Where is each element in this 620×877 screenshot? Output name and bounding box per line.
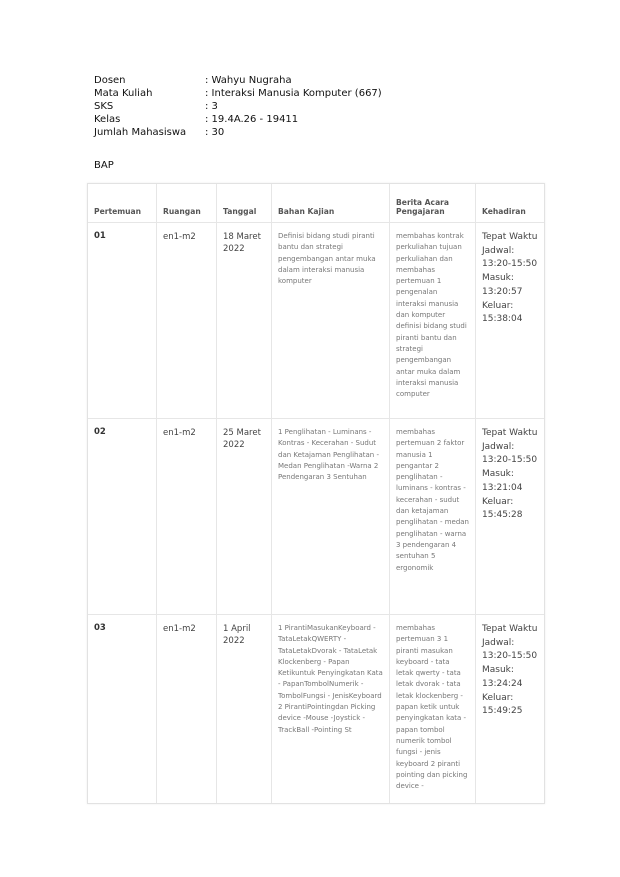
column-header-ruangan: Ruangan [157,184,217,222]
attendance-in: Masuk: 13:20:57 [482,273,523,297]
info-value: : 30 [205,127,225,138]
cell-pertemuan: 02 [88,419,157,614]
attendance-schedule: Jadwal: 13:20-15:50 [482,245,538,270]
cell-pertemuan: 01 [88,223,157,418]
cell-berita-acara: membahas pertemuan 2 faktor manusia 1 pengantar 2 penglihatan - luminans - kontras - kecerahan - sudut dan ketajaman penglihatan - medan penglihatan - warna 3 pendengaran 4 sentuhan 5 ergonomik [390,419,476,614]
info-value: : 3 [205,101,218,112]
cell-tanggal: 25 Maret 2022 [217,419,272,614]
cell-kehadiran [476,419,544,614]
cell-ruangan: en1-m2 [157,419,217,614]
attendance-schedule: Jadwal: 13:20-15:50 [482,441,538,466]
attendance-out: Keluar: 15:38:04 [482,300,523,325]
column-header-tanggal: Tanggal [217,184,272,222]
attendance-status: Tepat Waktu [482,428,538,438]
cell-tanggal: 18 Maret 2022 [217,223,272,418]
attendance-out: Keluar: 15:49:25 [482,692,523,717]
cell-bahan-kajian: 1 Penglihatan - Luminans - Kontras - Kecerahan - Sudut dan Ketajaman Penglihatan -Medan Penglihatan -Warna 2 Pendengaran 3 Sentuhan [272,419,390,614]
info-value: : Wahyu Nugraha [205,75,292,86]
column-header-berita-acara: Berita Acara Pengajaran [390,184,476,222]
column-header-pertemuan: Pertemuan [88,184,157,222]
cell-berita-acara: membahas kontrak perkuliahan tujuan perkuliahan dan membahas pertemuan 1 pengenalan interaksi manusia dan komputer definisi bidang studi piranti bantu dan strategi pengembangan antar muka dalam interaksi manusia computer [390,223,476,418]
cell-bahan-kajian: 1 PirantiMasukanKeyboard -TataLetakQWERTY - TataLetakDvorak - TataLetak Klockenberg - Papan Ketikuntuk Penyingkatan Kata - PapanTombolNumerik - TombolFungsi - JenisKeyboard 2 PirantiPointingdan Picking device -Mouse -Joystick - TrackBall -Pointing St [272,615,390,803]
column-header-kehadiran: Kehadiran [482,207,526,216]
section-title: BAP [94,160,114,171]
attendance-schedule: Jadwal: 13:20-15:50 [482,637,538,662]
info-row-jumlah-mahasiswa [94,126,382,139]
attendance-in: Masuk: 13:24:24 [482,665,523,689]
attendance-status: Tepat Waktu [482,232,538,242]
attendance-status: Tepat Waktu [482,624,538,634]
cell-ruangan: en1-m2 [157,223,217,418]
table-row [88,419,544,615]
course-info [94,74,382,139]
attendance-in: Masuk: 13:21:04 [482,469,523,493]
info-row-sks [94,100,382,113]
info-label: Jumlah Mahasiswa [94,127,187,138]
info-label: Dosen [94,75,126,86]
table-row [88,223,544,419]
info-value: : 19.4A.26 - 19411 [205,114,299,125]
info-label: SKS [94,101,114,112]
info-label: Mata Kuliah [94,88,153,99]
cell-ruangan: en1-m2 [157,615,217,803]
table-row [88,615,544,803]
info-value: : Interaksi Manusia Komputer (667) [205,88,382,99]
cell-pertemuan: 03 [88,615,157,803]
info-row-dosen [94,74,382,87]
cell-tanggal: 1 April 2022 [217,615,272,803]
cell-kehadiran [476,223,544,418]
cell-kehadiran [476,615,544,803]
column-header-bahan-kajian: Bahan Kajian [272,184,390,222]
cell-berita-acara: membahas pertemuan 3 1 piranti masukan keyboard - tata letak qwerty - tata letak dvorak - tata letak klockenberg - papan ketik untuk penyingkatan kata - papan tombol numerik tombol fungsi - jenis keyboard 2 piranti pointing dan picking device - [390,615,476,803]
table-header-row [88,184,544,223]
info-row-mata-kuliah [94,87,382,100]
info-label: Kelas [94,114,121,125]
cell-bahan-kajian: Definisi bidang studi piranti bantu dan strategi pengembangan antar muka dalam interaksi manusia komputer [272,223,390,418]
bap-table [87,183,545,804]
attendance-out: Keluar: 15:45:28 [482,496,523,521]
info-row-kelas [94,113,382,126]
